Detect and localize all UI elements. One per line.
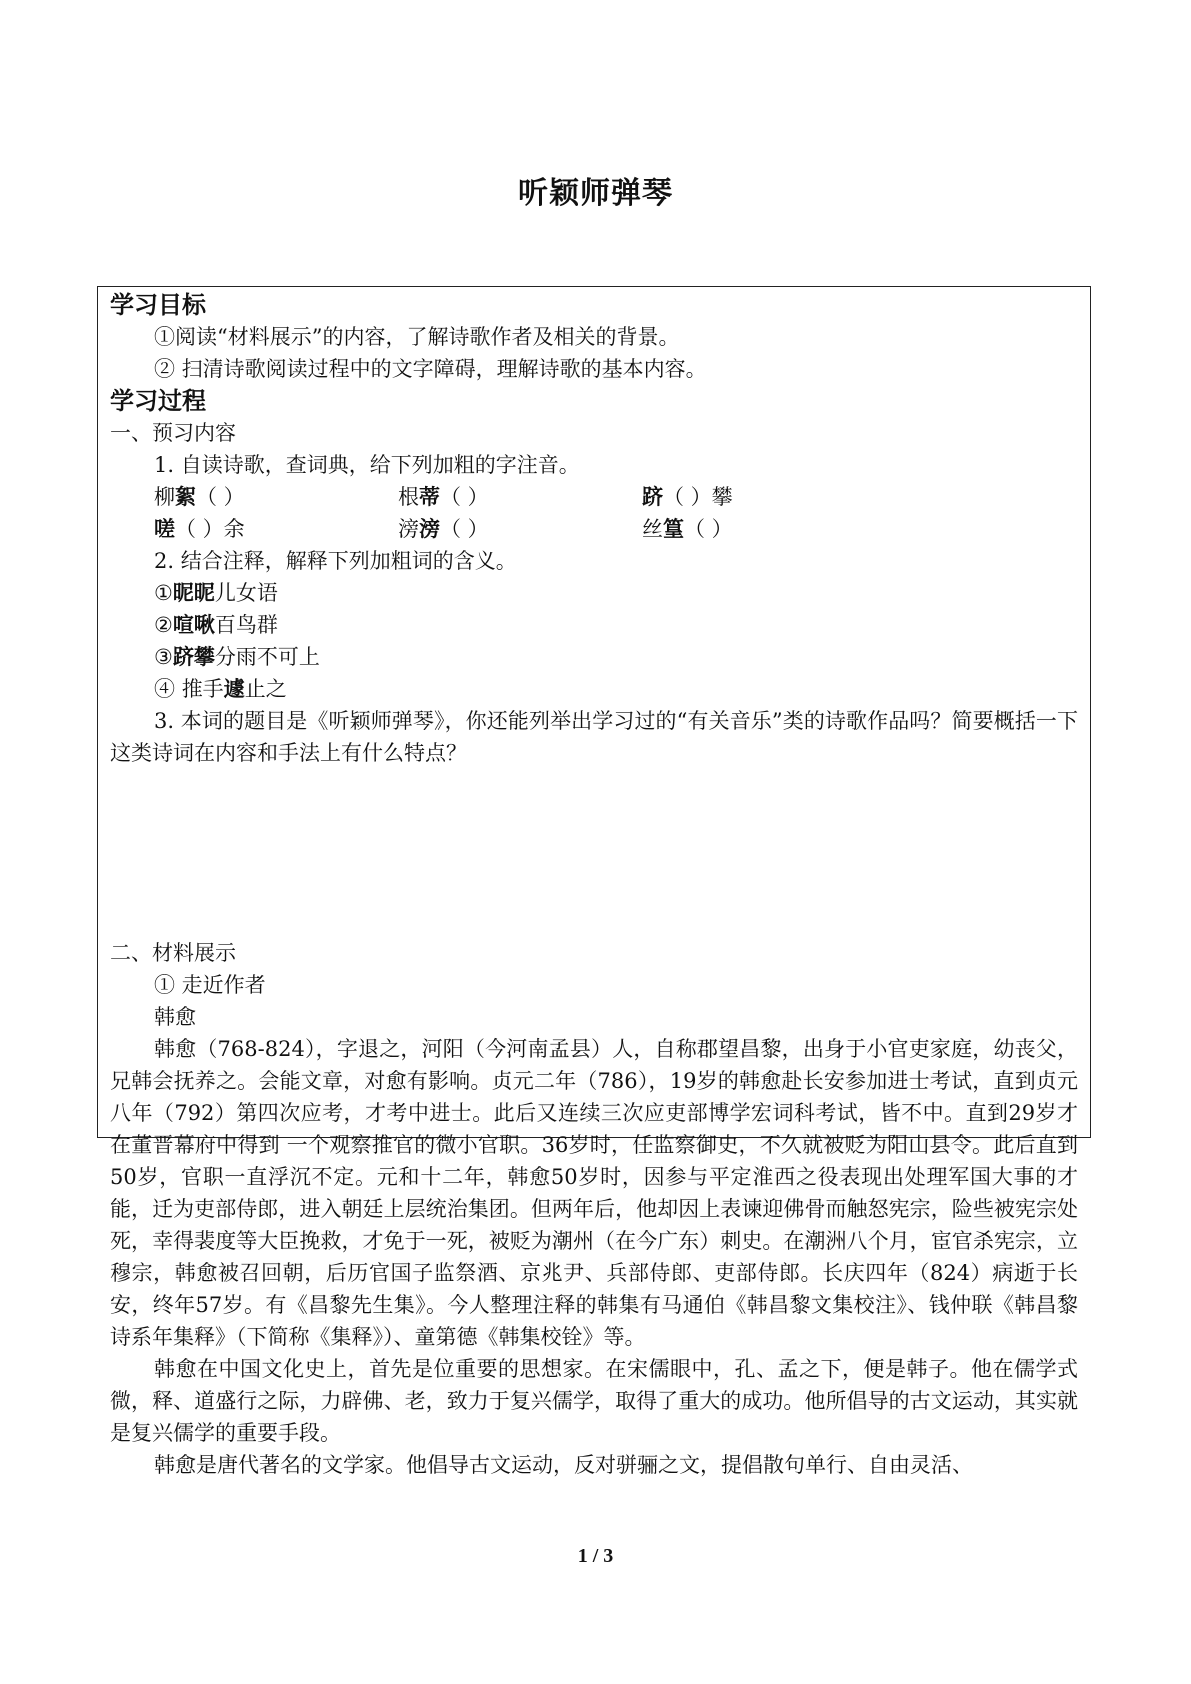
pinyin-item: 嗟（ ）余 <box>154 516 245 541</box>
bio-paragraph-1: 韩愈（768-824），字退之，河阳（今河南孟县）人，自称郡望昌黎，出身于小官吏家庭，幼丧父，兄韩会抚养之。会能文章，对愈有影响。贞元二年（786），19岁的韩愈赴长安参加进士考试，直到贞元八年（792）第四次应考，才考中进士。此后又连续三次应吏部博学宏词科考试，皆不中。直到29岁才在董晋幕府中得到 一个观察推官的微小官职。36岁时，任监察御史，不久就被贬为阳山县令。此后直到50岁，官职一直浮沉不定。元和十二年，韩愈50岁时，因参与平定淮西之役表现出处理军国大事的才能，迁为吏部侍郎，进入朝廷上层统治集团。但两年后，他却因上表谏迎佛骨而触怒宪宗，险些被宪宗处死，幸得裴度等大臣挽救，才免于一死，被贬为潮州（在今广东）刺史。在潮洲八个月，宦官杀宪宗，立穆宗，韩愈被召回朝，后历官国子监祭酒、京兆尹、兵部侍郎、吏部侍郎。长庆四年（824）病逝于长安，终年57岁。有《昌黎先生集》。今人整理注释的韩集有马通伯《韩昌黎文集校注》、钱仲联《韩昌黎诗系年集释》（下简称《集释》）、童第德《韩集校铨》等。 <box>110 1037 1078 1349</box>
heading-objectives: 学习目标 <box>110 291 206 319</box>
page-number: 1 / 3 <box>577 1545 614 1567</box>
page-title: 听颖师弹琴 <box>518 176 673 211</box>
question-3: 3. 本词的题目是《听颖师弹琴》，你还能列举出学习过的“有关音乐”类的诗歌作品吗？简要概括一下这类诗词在内容和手法上有什么特点？ <box>110 709 1078 765</box>
word-item-4: ④ 推手遽止之 <box>154 676 287 701</box>
objective-1: ①阅读“材料展示”的内容，了解诗歌作者及相关的背景。 <box>154 325 680 349</box>
pinyin-item: 柳絮（ ） <box>154 484 245 509</box>
pinyin-item: 跻（ ）攀 <box>642 484 733 509</box>
pinyin-item: 滂滂（ ） <box>398 516 489 541</box>
pinyin-row-1 <box>110 481 1078 513</box>
heading-process: 学习过程 <box>110 387 206 415</box>
bio-paragraph-2: 韩愈在中国文化史上，首先是位重要的思想家。在宋儒眼中，孔、孟之下，便是韩子。他在儒学式微，释、道盛行之际，力辟佛、老，致力于复兴儒学，取得了重大的成功。他所倡导的古文运动，其实就是复兴儒学的重要手段。 <box>110 1357 1078 1445</box>
question-2: 2. 结合注释，解释下列加粗词的含义。 <box>154 549 517 573</box>
author-name: 韩愈 <box>154 1005 196 1029</box>
question-1: 1. 自读诗歌，查词典，给下列加粗的字注音。 <box>154 453 580 477</box>
pinyin-item: 丝篁（ ） <box>642 516 733 541</box>
pinyin-row-2 <box>110 513 1078 545</box>
answer-space <box>110 769 1078 937</box>
pinyin-item: 根蒂（ ） <box>398 484 489 509</box>
word-item-2: ②喧啾百鸟群 <box>154 612 278 637</box>
bio-paragraph-3: 韩愈是唐代著名的文学家。他倡导古文运动，反对骈骊之文，提倡散句单行、自由灵活、 <box>154 1453 973 1477</box>
content-table <box>97 286 1091 1477</box>
word-item-1: ①昵昵儿女语 <box>154 580 278 605</box>
part2-title: 二、材料展示 <box>110 941 236 965</box>
objective-2: ② 扫清诗歌阅读过程中的文字障碍，理解诗歌的基本内容。 <box>154 357 707 381</box>
subsection-author: ① 走近作者 <box>154 973 266 997</box>
word-item-3: ③跻攀分雨不可上 <box>154 644 320 669</box>
part1-title: 一、预习内容 <box>110 421 236 445</box>
